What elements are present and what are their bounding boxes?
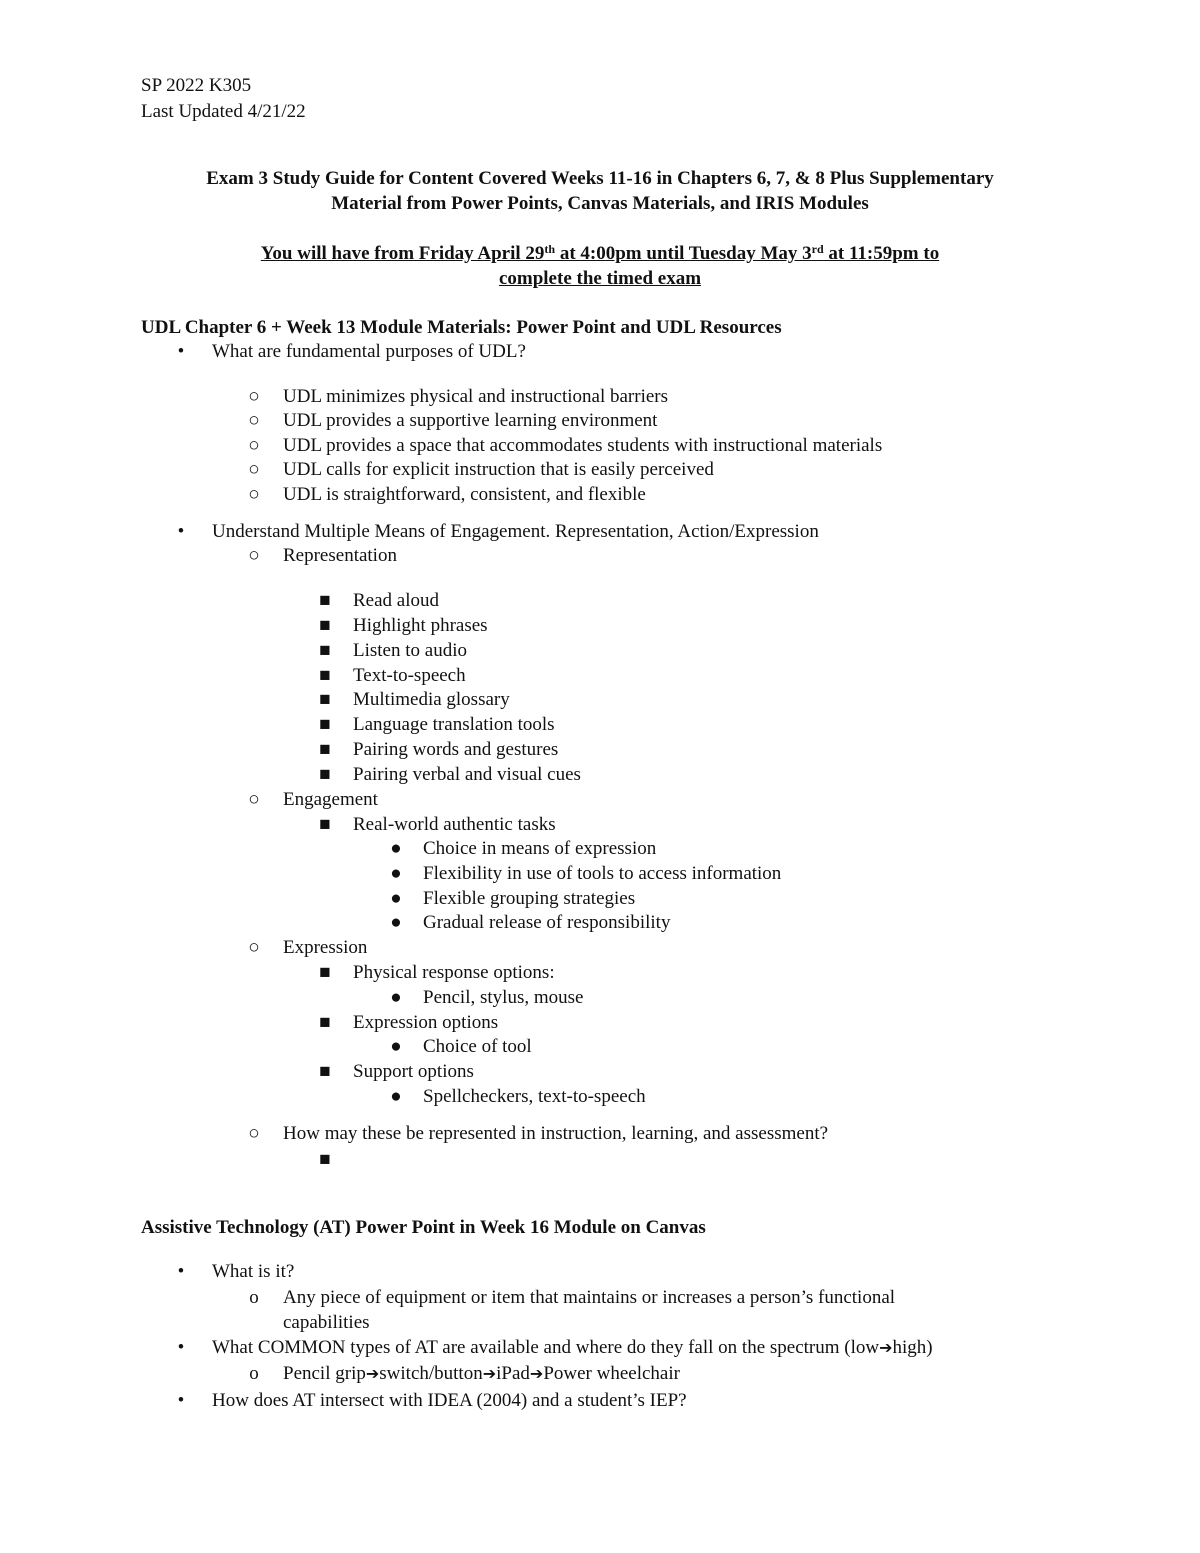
bullet-circle-icon: ○ bbox=[248, 484, 260, 505]
right-arrow-icon: ➔ bbox=[482, 1366, 497, 1383]
list-item: Pairing words and gestures bbox=[353, 739, 559, 760]
list-item: Multimedia glossary bbox=[353, 689, 510, 710]
list-item: Choice in means of expression bbox=[423, 838, 657, 859]
list-item: Flexibility in use of tools to access information bbox=[423, 863, 782, 884]
list-item: Flexible grouping strategies bbox=[423, 888, 636, 909]
bullet-circle-icon: ○ bbox=[248, 937, 260, 958]
bullet-square-icon: ■ bbox=[319, 665, 331, 686]
bullet-circle-icon: ○ bbox=[248, 410, 260, 431]
udl-question-purposes: What are fundamental purposes of UDL? bbox=[212, 341, 526, 362]
bullet-square-icon: ■ bbox=[319, 615, 331, 636]
list-item: UDL provides a supportive learning environment bbox=[283, 410, 658, 431]
bullet-letter-o-icon: o bbox=[249, 1363, 259, 1384]
list-item: Highlight phrases bbox=[353, 615, 488, 636]
bullet-dot-icon: ● bbox=[390, 863, 402, 884]
bullet-disc-icon: • bbox=[177, 521, 185, 542]
deadline-line-1: You will have from Friday April 29th at 4:00pm until Tuesday May 3rd at 11:59pm to bbox=[260, 242, 940, 264]
list-item: Listen to audio bbox=[353, 640, 467, 661]
expression-heading: Expression bbox=[283, 937, 368, 958]
bullet-square-icon: ■ bbox=[319, 739, 331, 760]
list-item: Physical response options: bbox=[353, 962, 555, 983]
udl-section-heading: UDL Chapter 6 + Week 13 Module Materials: Power Point and UDL Resources bbox=[141, 317, 782, 338]
bullet-square-icon: ■ bbox=[319, 962, 331, 983]
bullet-disc-icon: • bbox=[177, 1390, 185, 1411]
page-title: Exam 3 Study Guide for Content Covered Weeks 11-16 in Chapters 6, 7, & 8 Plus Supplementary bbox=[206, 168, 994, 189]
bullet-circle-icon: ○ bbox=[248, 545, 260, 566]
deadline-line-2: complete the timed exam bbox=[498, 268, 702, 289]
bullet-square-icon: ■ bbox=[319, 1061, 331, 1082]
list-item: Support options bbox=[353, 1061, 474, 1082]
bullet-circle-icon: ○ bbox=[248, 386, 260, 407]
udl-question-means: Understand Multiple Means of Engagement. Representation, Action/Expression bbox=[212, 521, 819, 542]
representation-heading: Representation bbox=[283, 545, 397, 566]
at-question-idea: How does AT intersect with IDEA (2004) and a student’s IEP? bbox=[212, 1390, 687, 1411]
bullet-square-icon: ■ bbox=[319, 714, 331, 735]
bullet-square-icon: ■ bbox=[319, 814, 331, 835]
right-arrow-icon: ➔ bbox=[529, 1366, 544, 1383]
list-item: Gradual release of responsibility bbox=[423, 912, 671, 933]
page-title-line-2: Material from Power Points, Canvas Materials, and IRIS Modules bbox=[331, 193, 869, 214]
engagement-heading: Engagement bbox=[283, 789, 378, 810]
list-item: Pencil, stylus, mouse bbox=[423, 987, 584, 1008]
at-question-what: What is it? bbox=[212, 1261, 295, 1282]
list-item: Real-world authentic tasks bbox=[353, 814, 556, 835]
last-updated: Last Updated 4/21/22 bbox=[141, 101, 306, 122]
bullet-square-icon: ■ bbox=[319, 590, 331, 611]
bullet-circle-icon: ○ bbox=[248, 435, 260, 456]
bullet-circle-icon: ○ bbox=[248, 459, 260, 480]
bullet-disc-icon: • bbox=[177, 341, 185, 362]
at-section-heading: Assistive Technology (AT) Power Point in Week 16 Module on Canvas bbox=[141, 1217, 706, 1238]
list-item: Language translation tools bbox=[353, 714, 555, 735]
bullet-disc-icon: • bbox=[177, 1261, 185, 1282]
bullet-dot-icon: ● bbox=[390, 987, 402, 1008]
list-item: UDL is straightforward, consistent, and flexible bbox=[283, 484, 646, 505]
bullet-square-icon: ■ bbox=[319, 1012, 331, 1033]
list-item: UDL provides a space that accommodates students with instructional materials bbox=[283, 435, 883, 456]
list-item: Expression options bbox=[353, 1012, 499, 1033]
bullet-dot-icon: ● bbox=[390, 838, 402, 859]
right-arrow-icon: ➔ bbox=[879, 1340, 893, 1357]
at-definition-cont: capabilities bbox=[283, 1312, 370, 1333]
bullet-disc-icon: • bbox=[177, 1337, 185, 1358]
course-code: SP 2022 K305 bbox=[141, 75, 252, 96]
bullet-dot-icon: ● bbox=[390, 888, 402, 909]
bullet-dot-icon: ● bbox=[390, 1086, 402, 1107]
bullet-dot-icon: ● bbox=[390, 1036, 402, 1057]
list-item: Spellcheckers, text-to-speech bbox=[423, 1086, 646, 1107]
list-item: Text-to-speech bbox=[353, 665, 466, 686]
bullet-square-icon: ■ bbox=[319, 1149, 331, 1170]
bullet-letter-o-icon: o bbox=[249, 1287, 259, 1308]
at-question-types: What COMMON types of AT are available and where do they fall on the spectrum (low➔high) bbox=[212, 1337, 933, 1358]
bullet-circle-icon: ○ bbox=[248, 789, 260, 810]
bullet-square-icon: ■ bbox=[319, 640, 331, 661]
right-arrow-icon: ➔ bbox=[365, 1366, 380, 1383]
bullet-square-icon: ■ bbox=[319, 689, 331, 710]
bullet-square-icon: ■ bbox=[319, 764, 331, 785]
bullet-dot-icon: ● bbox=[390, 912, 402, 933]
at-spectrum: Pencil grip➔switch/button➔iPad➔Power wheelchair bbox=[283, 1363, 680, 1384]
at-definition: Any piece of equipment or item that maintains or increases a person’s functional bbox=[283, 1287, 896, 1308]
udl-question-represented: How may these be represented in instruction, learning, and assessment? bbox=[283, 1123, 829, 1144]
list-item: UDL calls for explicit instruction that is easily perceived bbox=[283, 459, 714, 480]
list-item: UDL minimizes physical and instructional barriers bbox=[283, 386, 669, 407]
bullet-circle-icon: ○ bbox=[248, 1123, 260, 1144]
list-item: Read aloud bbox=[353, 590, 440, 611]
list-item: Choice of tool bbox=[423, 1036, 532, 1057]
list-item: Pairing verbal and visual cues bbox=[353, 764, 581, 785]
